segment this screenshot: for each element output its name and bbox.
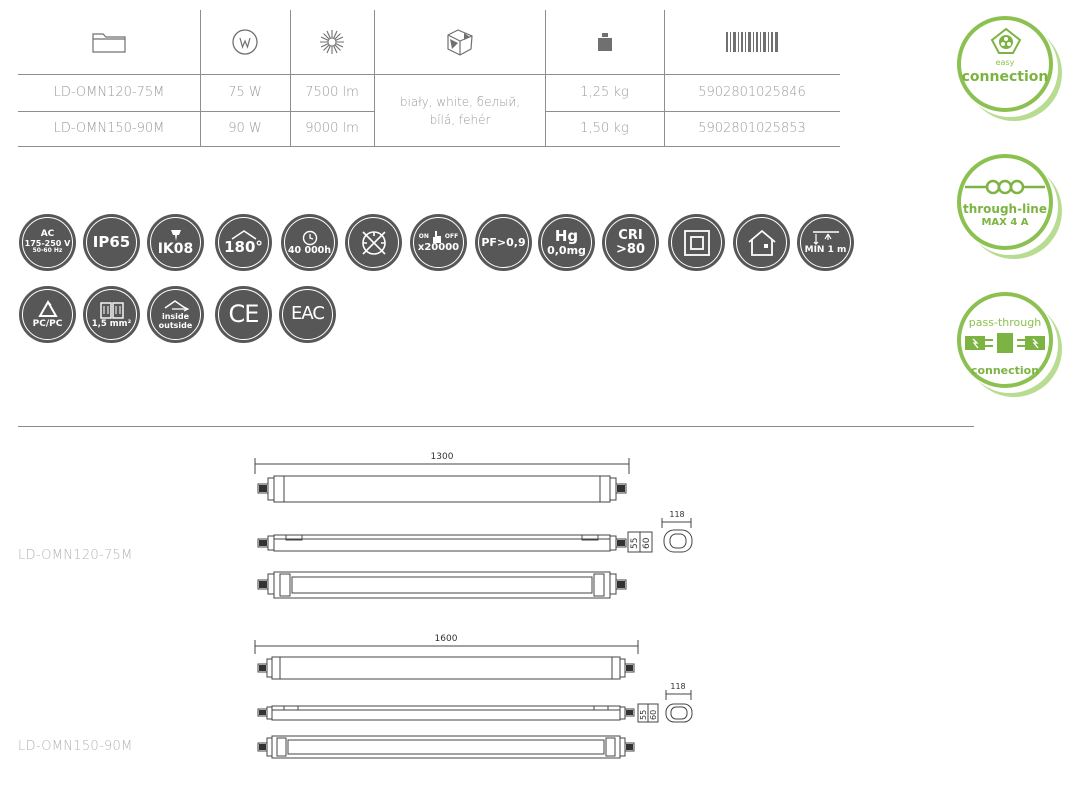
max-current-label: MAX 4 A bbox=[981, 217, 1029, 228]
folder-icon bbox=[18, 10, 200, 74]
row2-ean: 5902801025853 bbox=[698, 121, 806, 136]
protection-class-badge bbox=[668, 214, 725, 271]
color-icon bbox=[374, 10, 545, 74]
power-icon bbox=[200, 10, 290, 74]
color-value: biały, white, белый, bílá, fehér bbox=[399, 95, 521, 127]
recycle-icon bbox=[36, 300, 60, 320]
connection-label: connection bbox=[970, 364, 1040, 377]
house-icon bbox=[747, 229, 777, 257]
length-dimension: 1600 bbox=[434, 634, 458, 644]
technical-drawing-2 bbox=[250, 628, 710, 788]
row2-model: LD-OMN150-90M bbox=[53, 121, 165, 136]
row1-model: LD-OMN120-75M bbox=[53, 85, 165, 100]
connector-plug-icon bbox=[989, 26, 1023, 56]
through-line-icon bbox=[957, 154, 1053, 250]
ce-badge: CE bbox=[215, 286, 272, 343]
row2-flux: 9000 lm bbox=[305, 121, 359, 136]
power-factor-badge: PF>0,9 bbox=[475, 214, 532, 271]
inside-outside-badge: inside outside bbox=[147, 286, 204, 343]
inside-outside-house-icon bbox=[162, 299, 190, 313]
ip65-badge: IP65 bbox=[83, 214, 140, 271]
no-dimming-badge bbox=[345, 214, 402, 271]
row1-ean: 5902801025846 bbox=[698, 85, 806, 100]
cri-badge: CRI >80 bbox=[602, 214, 659, 271]
connection-label: connection bbox=[961, 69, 1049, 85]
length-dimension: 1300 bbox=[430, 452, 454, 462]
hammer-icon bbox=[169, 229, 183, 242]
luminous-flux-icon bbox=[290, 10, 374, 74]
wire-section-badge: 1,5 mm² bbox=[83, 286, 140, 343]
indoor-badge bbox=[733, 214, 790, 271]
easy-connection-icon bbox=[957, 16, 1053, 112]
height-dimension-1: 55 bbox=[630, 537, 640, 549]
barcode-icon bbox=[664, 10, 840, 74]
row1-weight: 1,25 kg bbox=[580, 85, 629, 100]
row2-weight: 1,50 kg bbox=[580, 121, 629, 136]
chain-link-icon bbox=[965, 178, 1045, 196]
drawing-model-label-1: LD-OMN120-75M bbox=[18, 548, 133, 563]
height-dimension-2: 60 bbox=[649, 709, 658, 720]
switch-hand-icon bbox=[432, 231, 442, 243]
clock-icon bbox=[302, 230, 318, 246]
beam-icon bbox=[231, 230, 257, 240]
material-badge: PC/PC bbox=[19, 286, 76, 343]
pass-through-connection-icon bbox=[957, 292, 1053, 388]
wire-terminal-icon bbox=[98, 300, 126, 320]
height-dimension-2: 60 bbox=[642, 537, 652, 549]
section-divider bbox=[18, 426, 974, 427]
pass-through-plug-icon bbox=[965, 332, 1045, 354]
eac-badge: EAC bbox=[279, 286, 336, 343]
ac-voltage-badge: AC 175-250 V 50-60 Hz bbox=[19, 214, 76, 271]
row-divider bbox=[18, 146, 840, 147]
drawing-model-label-2: LD-OMN150-90M bbox=[18, 739, 133, 754]
lifetime-badge: 40 000h bbox=[281, 214, 338, 271]
beam-angle-badge: 180° bbox=[215, 214, 272, 271]
width-dimension: 118 bbox=[670, 682, 686, 691]
technical-drawing-1 bbox=[250, 446, 710, 616]
ik08-badge: IK08 bbox=[147, 214, 204, 271]
row2-power: 90 W bbox=[228, 121, 262, 136]
width-dimension: 118 bbox=[669, 510, 685, 519]
pass-through-label: pass-through bbox=[968, 316, 1042, 329]
weight-icon bbox=[545, 10, 664, 74]
min-distance-badge: MIN 1 m bbox=[797, 214, 854, 271]
no-dimmer-icon bbox=[357, 226, 391, 260]
double-insulation-icon bbox=[683, 229, 711, 257]
easy-label: easy bbox=[995, 58, 1015, 67]
row1-power: 75 W bbox=[228, 85, 262, 100]
ceiling-distance-icon bbox=[811, 230, 841, 246]
height-dimension-1: 55 bbox=[639, 709, 648, 720]
switching-cycles-badge: ON OFF x20000 bbox=[410, 214, 467, 271]
row1-flux: 7500 lm bbox=[305, 85, 359, 100]
certification-badges bbox=[19, 214, 879, 344]
mercury-badge: Hg 0,0mg bbox=[538, 214, 595, 271]
spec-table bbox=[18, 10, 840, 147]
through-line-label: through-line bbox=[962, 202, 1047, 216]
